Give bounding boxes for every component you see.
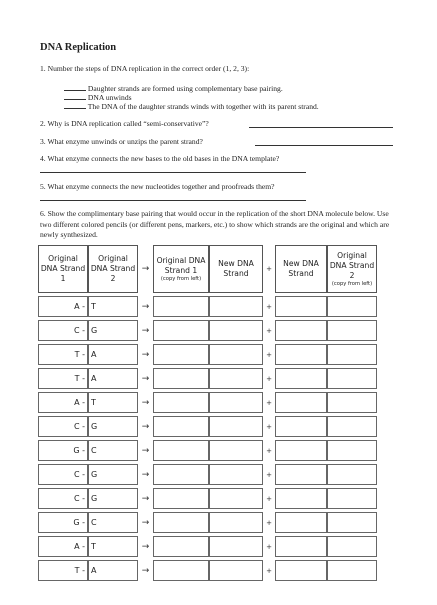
base-pair-left-cell bbox=[38, 560, 88, 581]
table-row bbox=[38, 296, 377, 317]
question-1: 1. Number the steps of DNA replication in the correct order (1, 2, 3): bbox=[40, 64, 250, 73]
base-pair-right-cell bbox=[88, 320, 138, 341]
row-arrow: → bbox=[141, 541, 150, 552]
table-row bbox=[38, 560, 377, 581]
row-arrow: → bbox=[141, 349, 150, 360]
base-strand-2: T bbox=[91, 398, 96, 407]
base-strand-1: T bbox=[74, 566, 80, 575]
pair-dash: - bbox=[79, 326, 85, 335]
base-strand-1: G bbox=[73, 518, 80, 527]
answer-new-strand-b[interactable] bbox=[275, 440, 327, 461]
base-strand-1: A bbox=[74, 398, 80, 407]
base-pair-right-cell bbox=[88, 536, 138, 557]
table-row bbox=[38, 344, 377, 365]
base-pairing-table bbox=[38, 245, 377, 581]
table-row bbox=[38, 512, 377, 533]
base-strand-2: G bbox=[91, 494, 98, 503]
base-strand-2: T bbox=[91, 542, 96, 551]
base-pair-left-cell bbox=[38, 296, 88, 317]
answer-original-strand-2[interactable] bbox=[327, 536, 377, 557]
base-pair-right-cell bbox=[88, 512, 138, 533]
base-strand-2: C bbox=[91, 446, 97, 455]
answer-new-strand-a[interactable] bbox=[209, 368, 263, 389]
base-pair-left-cell bbox=[38, 536, 88, 557]
answer-new-strand-a[interactable] bbox=[209, 392, 263, 413]
pair-dash: - bbox=[79, 350, 85, 359]
table-row bbox=[38, 536, 377, 557]
base-strand-1: C bbox=[73, 494, 80, 503]
base-pair-right-cell bbox=[88, 416, 138, 437]
row-plus: + bbox=[266, 470, 272, 479]
table-row bbox=[38, 464, 377, 485]
base-pair-right-cell bbox=[88, 488, 138, 509]
base-strand-1: T bbox=[74, 374, 80, 383]
q1-step-1-blank[interactable] bbox=[64, 82, 86, 91]
header-original-strand-2: Original DNA Strand 2 bbox=[88, 245, 138, 293]
answer-new-strand-b[interactable] bbox=[275, 344, 327, 365]
base-pair-right-cell bbox=[88, 368, 138, 389]
base-strand-2: A bbox=[91, 374, 97, 383]
q1-step-3-text: The DNA of the daughter strands winds with together with its parent strand. bbox=[87, 102, 319, 111]
base-pair-left-cell bbox=[38, 464, 88, 485]
base-strand-1: A bbox=[74, 302, 80, 311]
base-pair-left-cell bbox=[38, 440, 88, 461]
answer-original-strand-1[interactable] bbox=[153, 416, 209, 437]
table-row bbox=[38, 392, 377, 413]
base-strand-2: A bbox=[91, 350, 97, 359]
base-pair-right-cell bbox=[88, 392, 138, 413]
base-pair-right-cell bbox=[88, 296, 138, 317]
row-plus: + bbox=[266, 422, 272, 431]
row-plus: + bbox=[266, 566, 272, 575]
row-plus: + bbox=[266, 350, 272, 359]
header-original-strand-2-copy bbox=[327, 245, 377, 293]
answer-new-strand-b[interactable] bbox=[275, 296, 327, 317]
base-pair-left-cell bbox=[38, 416, 88, 437]
answer-original-strand-1[interactable] bbox=[153, 392, 209, 413]
base-strand-2: G bbox=[91, 326, 98, 335]
answer-original-strand-1[interactable] bbox=[153, 488, 209, 509]
answer-original-strand-1[interactable] bbox=[153, 512, 209, 533]
base-pair-left-cell bbox=[38, 344, 88, 365]
pair-dash: - bbox=[79, 302, 85, 311]
row-plus: + bbox=[266, 302, 272, 311]
header-original-strand-1-copy bbox=[153, 245, 209, 293]
pair-dash: - bbox=[79, 470, 85, 479]
pair-dash: - bbox=[79, 374, 85, 383]
pair-dash: - bbox=[79, 542, 85, 551]
answer-new-strand-a[interactable] bbox=[209, 536, 263, 557]
row-arrow: → bbox=[141, 517, 150, 528]
table-row bbox=[38, 368, 377, 389]
base-pair-right-cell bbox=[88, 560, 138, 581]
base-strand-2: G bbox=[91, 422, 98, 431]
answer-new-strand-b[interactable] bbox=[275, 392, 327, 413]
row-arrow: → bbox=[141, 421, 150, 432]
header-arrow: → bbox=[141, 264, 150, 274]
answer-new-strand-a[interactable] bbox=[209, 440, 263, 461]
question-3: 3. What enzyme unwinds or unzips the parent strand? bbox=[40, 137, 203, 146]
base-strand-2: G bbox=[91, 470, 98, 479]
header-col6-note: (copy from left) bbox=[331, 280, 373, 287]
base-pair-left-cell bbox=[38, 512, 88, 533]
answer-original-strand-2[interactable] bbox=[327, 488, 377, 509]
table-row bbox=[38, 320, 377, 341]
answer-original-strand-1[interactable] bbox=[153, 560, 209, 581]
base-pair-left-cell bbox=[38, 320, 88, 341]
answer-new-strand-b[interactable] bbox=[275, 416, 327, 437]
answer-original-strand-1[interactable] bbox=[153, 464, 209, 485]
header-original-strand-1: Original DNA Strand 1 bbox=[38, 245, 88, 293]
header-new-strand-a: New DNA Strand bbox=[209, 245, 263, 293]
answer-new-strand-a[interactable] bbox=[209, 560, 263, 581]
q3-answer-line[interactable] bbox=[255, 145, 393, 146]
base-pair-left-cell bbox=[38, 368, 88, 389]
row-arrow: → bbox=[141, 373, 150, 384]
row-arrow: → bbox=[141, 469, 150, 480]
answer-original-strand-2[interactable] bbox=[327, 392, 377, 413]
answer-original-strand-2[interactable] bbox=[327, 560, 377, 581]
pair-dash: - bbox=[79, 566, 85, 575]
answer-original-strand-1[interactable] bbox=[153, 344, 209, 365]
answer-new-strand-b[interactable] bbox=[275, 488, 327, 509]
row-arrow: → bbox=[141, 493, 150, 504]
row-arrow: → bbox=[141, 565, 150, 576]
header-col6-main: Original DNA Strand 2 bbox=[329, 250, 375, 280]
question-5: 5. What enzyme connects the new nucleotides together and proofreads them? bbox=[40, 182, 275, 191]
q1-step-2-blank[interactable] bbox=[64, 91, 86, 100]
base-strand-1: C bbox=[73, 470, 80, 479]
answer-original-strand-2[interactable] bbox=[327, 344, 377, 365]
page-title: DNA Replication bbox=[40, 42, 117, 53]
answer-new-strand-b[interactable] bbox=[275, 512, 327, 533]
pair-dash: - bbox=[79, 446, 85, 455]
answer-new-strand-b[interactable] bbox=[275, 560, 327, 581]
q1-step-1-text: Daughter strands are formed using complementary base pairing. bbox=[87, 84, 283, 93]
answer-new-strand-b[interactable] bbox=[275, 464, 327, 485]
header-plus: + bbox=[266, 265, 272, 273]
q5-answer-line[interactable] bbox=[40, 200, 306, 201]
answer-original-strand-1[interactable] bbox=[153, 440, 209, 461]
row-plus: + bbox=[266, 398, 272, 407]
base-strand-1: A bbox=[74, 542, 80, 551]
table-row bbox=[38, 440, 377, 461]
base-pair-left-cell bbox=[38, 392, 88, 413]
q1-step-2-text: DNA unwinds bbox=[87, 93, 132, 102]
table-row bbox=[38, 488, 377, 509]
question-4: 4. What enzyme connects the new bases to the old bases in the DNA template? bbox=[40, 154, 280, 163]
answer-new-strand-a[interactable] bbox=[209, 488, 263, 509]
row-arrow: → bbox=[141, 397, 150, 408]
answer-new-strand-b[interactable] bbox=[275, 368, 327, 389]
answer-new-strand-b[interactable] bbox=[275, 320, 327, 341]
row-plus: + bbox=[266, 542, 272, 551]
answer-original-strand-2[interactable] bbox=[327, 368, 377, 389]
answer-original-strand-1[interactable] bbox=[153, 296, 209, 317]
answer-original-strand-2[interactable] bbox=[327, 512, 377, 533]
pair-dash: - bbox=[79, 398, 85, 407]
row-arrow: → bbox=[141, 301, 150, 312]
q1-step-3 bbox=[64, 100, 319, 111]
base-strand-1: C bbox=[73, 326, 80, 335]
answer-new-strand-a[interactable] bbox=[209, 464, 263, 485]
base-strand-1: C bbox=[73, 422, 80, 431]
table-header-row bbox=[38, 245, 377, 293]
answer-new-strand-a[interactable] bbox=[209, 344, 263, 365]
header-new-strand-b: New DNA Strand bbox=[275, 245, 327, 293]
q2-answer-line[interactable] bbox=[249, 127, 393, 128]
base-strand-2: T bbox=[91, 302, 96, 311]
q4-answer-line[interactable] bbox=[40, 172, 306, 173]
row-plus: + bbox=[266, 494, 272, 503]
base-strand-2: C bbox=[91, 518, 97, 527]
answer-original-strand-1[interactable] bbox=[153, 320, 209, 341]
answer-original-strand-1[interactable] bbox=[153, 368, 209, 389]
answer-original-strand-2[interactable] bbox=[327, 464, 377, 485]
row-arrow: → bbox=[141, 325, 150, 336]
header-col3-main: Original DNA Strand 1 bbox=[156, 255, 206, 275]
base-pair-right-cell bbox=[88, 344, 138, 365]
answer-original-strand-2[interactable] bbox=[327, 296, 377, 317]
base-strand-1: G bbox=[73, 446, 80, 455]
row-plus: + bbox=[266, 326, 272, 335]
question-6: 6. Show the complimentary base pairing that would occur in the replication of the short DNA molecule below. Use two different colored pencils (or different pens, markers, etc.) to show which strands are the original and which are newly synthesized. bbox=[40, 209, 390, 239]
row-plus: + bbox=[266, 446, 272, 455]
base-strand-1: T bbox=[74, 350, 80, 359]
answer-new-strand-a[interactable] bbox=[209, 320, 263, 341]
row-plus: + bbox=[266, 518, 272, 527]
pair-dash: - bbox=[79, 422, 85, 431]
answer-new-strand-b[interactable] bbox=[275, 536, 327, 557]
answer-original-strand-2[interactable] bbox=[327, 416, 377, 437]
base-pair-left-cell bbox=[38, 488, 88, 509]
pair-dash: - bbox=[79, 494, 85, 503]
base-strand-2: A bbox=[91, 566, 97, 575]
answer-original-strand-2[interactable] bbox=[327, 320, 377, 341]
row-arrow: → bbox=[141, 445, 150, 456]
answer-new-strand-a[interactable] bbox=[209, 512, 263, 533]
answer-new-strand-a[interactable] bbox=[209, 296, 263, 317]
q1-step-3-blank[interactable] bbox=[64, 100, 86, 109]
question-2: 2. Why is DNA replication called “semi-conservative”? bbox=[40, 119, 209, 128]
base-pair-right-cell bbox=[88, 464, 138, 485]
row-plus: + bbox=[266, 374, 272, 383]
answer-original-strand-2[interactable] bbox=[327, 440, 377, 461]
answer-original-strand-1[interactable] bbox=[153, 536, 209, 557]
answer-new-strand-a[interactable] bbox=[209, 416, 263, 437]
header-col3-note: (copy from left) bbox=[160, 275, 202, 282]
pair-dash: - bbox=[79, 518, 85, 527]
table-row bbox=[38, 416, 377, 437]
base-pair-right-cell bbox=[88, 440, 138, 461]
